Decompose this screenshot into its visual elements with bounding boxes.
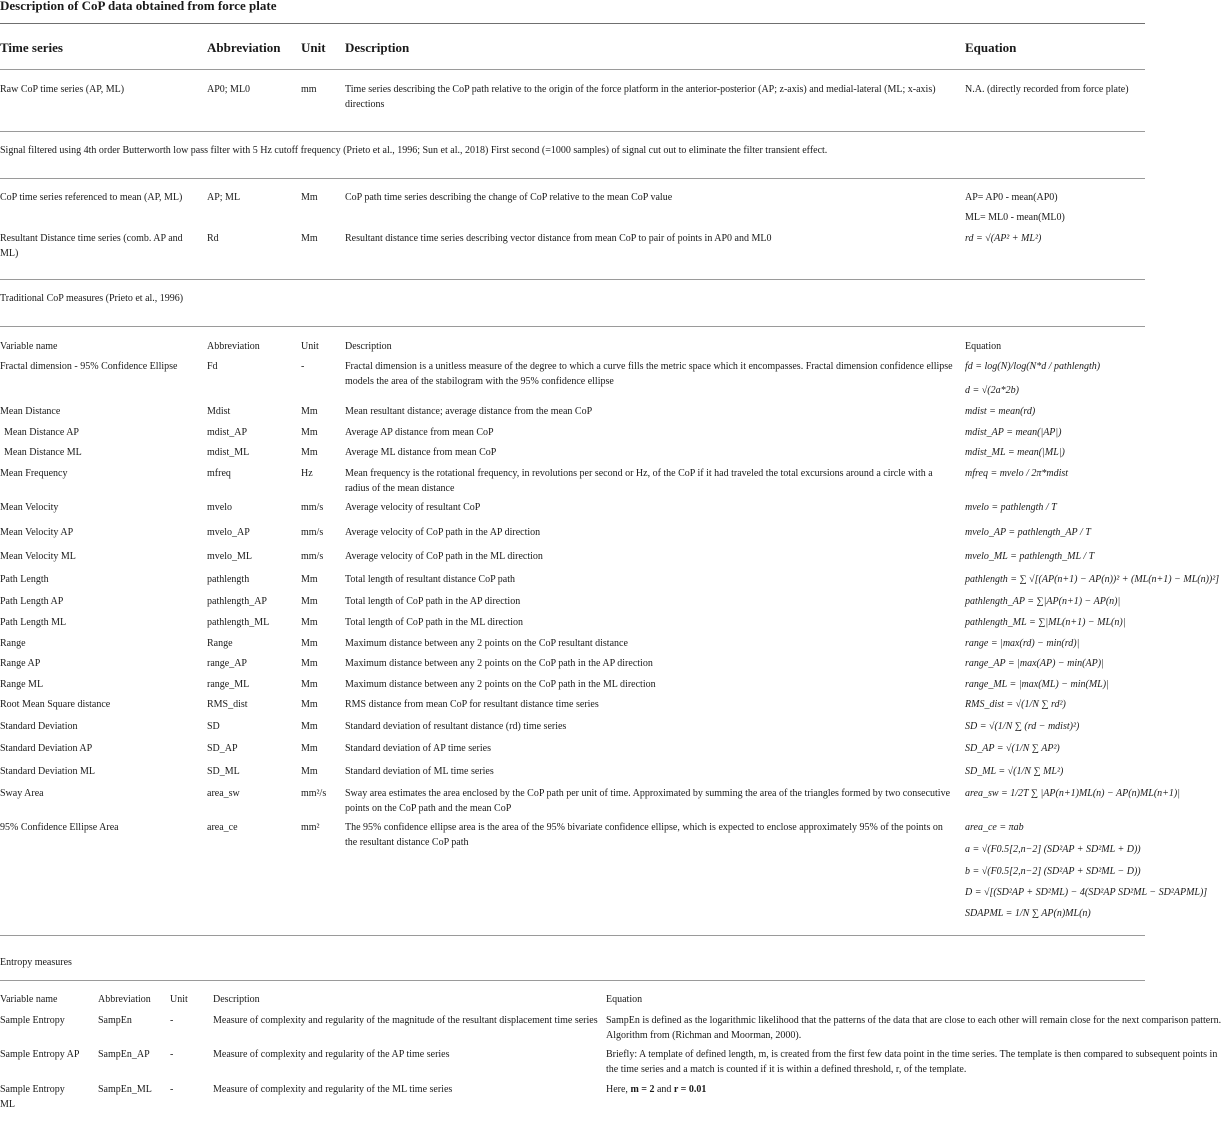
trad-abbr: range_AP — [207, 658, 247, 669]
divider — [0, 935, 1145, 936]
entropy-eq-and: and — [656, 1084, 672, 1095]
entropy-header-unit: Unit — [170, 994, 188, 1005]
trad-abbr: RMS_dist — [207, 699, 248, 710]
trad-desc: Average AP distance from mean CoP — [345, 427, 494, 438]
trad-eq: mvelo = pathlength / T — [965, 502, 1057, 513]
divider — [0, 980, 1145, 981]
trad-abbr: pathlength_AP — [207, 596, 267, 607]
trad-header-abbreviation: Abbreviation — [207, 341, 260, 352]
trad-desc: The 95% confidence ellipse area is the area of the 95% bivariate confidence ellipse, which is expected to enclose approximately 95% of the points on the resultant distance CoP path — [345, 822, 943, 848]
trad-abbr: mvelo_AP — [207, 527, 250, 538]
entropy-eq-prefix: Here, — [606, 1084, 628, 1095]
traditional-title: Traditional CoP measures (Prieto et al., 1996) — [0, 293, 184, 304]
entropy-name: Sample Entropy ML — [0, 1084, 65, 1110]
divider — [0, 178, 1145, 179]
filter-note: Signal filtered using 4th order Butterworth low pass filter with 5 Hz cutoff frequency (Prieto et al., 1996; Sun et al., 2018) First second (=1000 samples) of signal cut out to eliminate the filter transient effect. — [0, 145, 828, 156]
divider — [0, 23, 1145, 24]
trad-desc: Total length of CoP path in the AP direction — [345, 596, 521, 607]
trad-unit: Mm — [301, 638, 318, 649]
trad-name: Fractal dimension - 95% Confidence Ellipse — [0, 361, 178, 372]
trad-abbr: pathlength — [207, 574, 250, 585]
trad-unit: Mm — [301, 699, 318, 710]
trad-eq-2: d = √(2a*2b) — [965, 385, 1019, 396]
trad-name: Range — [0, 638, 26, 649]
trad-desc: Standard deviation of AP time series — [345, 743, 491, 754]
entropy-header-description: Description — [213, 994, 260, 1005]
trad-name: Range ML — [0, 679, 44, 690]
raw-name: Raw CoP time series (AP, ML) — [0, 84, 125, 95]
rd-eq: rd = √(AP² + ML²) — [965, 233, 1042, 244]
trad-name: Mean Distance — [0, 406, 61, 417]
entropy-eq: Briefly: A template of defined length, m, is created from the first few data point in the time series. The template is then compared to subsequent points in the time series and a match is counted if it is within a defined threshold, r, of the template. — [606, 1049, 1218, 1075]
trad-unit: Mm — [301, 766, 318, 777]
trad-abbr: SD_ML — [207, 766, 240, 777]
trad-eq: area_ce = πab — [965, 822, 1024, 833]
entropy-abbr: SampEn — [98, 1015, 132, 1026]
trad-eq-5: SDAPML = 1/N ∑ AP(n)ML(n) — [965, 908, 1091, 919]
entropy-eq-m: m = 2 — [630, 1084, 655, 1095]
rd-name: Resultant Distance time series (comb. AP and ML) — [0, 233, 183, 259]
trad-eq: mvelo_ML = pathlength_ML / T — [965, 551, 1095, 562]
raw-unit: mm — [301, 84, 317, 95]
raw-desc: Time series describing the CoP path relative to the origin of the force platform in the anterior-posterior (AP; z-axis) and medial-lateral (ML; x-axis) directions — [345, 84, 936, 110]
trad-desc: RMS distance from mean CoP for resultant distance time series — [345, 699, 599, 710]
ref-eq-ml: ML= ML0 - mean(ML0) — [965, 212, 1065, 223]
entropy-name: Sample Entropy AP — [0, 1049, 80, 1060]
trad-unit: Mm — [301, 596, 318, 607]
entropy-unit: - — [170, 1049, 174, 1060]
trad-abbr: area_ce — [207, 822, 238, 833]
entropy-unit: - — [170, 1015, 174, 1026]
trad-unit: Mm — [301, 447, 318, 458]
trad-eq: mfreq = mvelo / 2π*mdist — [965, 468, 1069, 479]
trad-eq: range = |max(rd) − min(rd)| — [965, 638, 1080, 649]
trad-unit: Mm — [301, 574, 318, 585]
trad-header-variable: Variable name — [0, 341, 58, 352]
header-unit: Unit — [301, 40, 326, 55]
header-time-series: Time series — [0, 40, 63, 55]
trad-name: Mean Velocity AP — [0, 527, 74, 538]
trad-abbr: SD — [207, 721, 220, 732]
trad-name: Mean Distance ML — [4, 447, 82, 458]
header-abbreviation: Abbreviation — [207, 40, 281, 55]
trad-desc: Standard deviation of ML time series — [345, 766, 494, 777]
entropy-unit: - — [170, 1084, 174, 1095]
trad-name: 95% Confidence Ellipse Area — [0, 822, 119, 833]
trad-header-unit: Unit — [301, 341, 319, 352]
trad-desc: Maximum distance between any 2 points on the CoP resultant distance — [345, 638, 628, 649]
trad-unit: mm²/s — [301, 788, 327, 799]
trad-name: Mean Velocity — [0, 502, 59, 513]
trad-name: Path Length ML — [0, 617, 67, 628]
raw-eq: N.A. (directly recorded from force plate) — [965, 84, 1129, 95]
trad-name: Standard Deviation — [0, 721, 78, 732]
entropy-title: Entropy measures — [0, 957, 72, 968]
divider — [0, 69, 1145, 70]
entropy-eq: SampEn is defined as the logarithmic likelihood that the patterns of the data that are close to each other will remain close for the next comparison pattern. Algorithm from (Richman and Moorman, 2000). — [606, 1015, 1222, 1041]
trad-unit: mm² — [301, 822, 320, 833]
ref-desc: CoP path time series describing the change of CoP relative to the mean CoP value — [345, 192, 673, 203]
trad-eq: range_ML = |max(ML) − min(ML)| — [965, 679, 1109, 690]
trad-header-equation: Equation — [965, 341, 1002, 352]
ref-name: CoP time series referenced to mean (AP, ML) — [0, 192, 183, 203]
trad-unit: Mm — [301, 658, 318, 669]
entropy-abbr: SampEn_AP — [98, 1049, 150, 1060]
entropy-header-equation: Equation — [606, 994, 643, 1005]
trad-unit: mm/s — [301, 527, 324, 538]
trad-abbr: range_ML — [207, 679, 250, 690]
trad-eq: SD = √(1/N ∑ (rd − mdist)²) — [965, 721, 1080, 732]
trad-abbr: Fd — [207, 361, 218, 372]
trad-unit: - — [301, 361, 305, 372]
entropy-header-abbreviation: Abbreviation — [98, 994, 151, 1005]
trad-eq: mdist_AP = mean(|AP|) — [965, 427, 1062, 438]
trad-desc: Mean frequency is the rotational frequency, in revolutions per second or Hz, of the CoP if it had traveled the total excursions around a circle with a radius of the mean distance — [345, 468, 933, 494]
trad-name: Path Length — [0, 574, 49, 585]
trad-eq: SD_AP = √(1/N ∑ AP²) — [965, 743, 1060, 754]
trad-name: Mean Velocity ML — [0, 551, 76, 562]
trad-name: Root Mean Square distance — [0, 699, 111, 710]
trad-abbr: pathlength_ML — [207, 617, 270, 628]
trad-desc: Sway area estimates the area enclosed by the CoP path per unit of time. Approximated by summing the area of the triangles formed by two consecutive points on the CoP path and the mean CoP — [345, 788, 951, 814]
trad-unit: Hz — [301, 468, 313, 479]
entropy-header-variable: Variable name — [0, 994, 58, 1005]
trad-name: Path Length AP — [0, 596, 64, 607]
trad-abbr: mdist_ML — [207, 447, 250, 458]
trad-eq: mdist_ML = mean(|ML|) — [965, 447, 1065, 458]
trad-abbr: mfreq — [207, 468, 231, 479]
trad-desc: Average ML distance from mean CoP — [345, 447, 497, 458]
trad-name: Range AP — [0, 658, 41, 669]
trad-abbr: Mdist — [207, 406, 231, 417]
rd-desc: Resultant distance time series describing vector distance from mean CoP to pair of points in AP0 and ML0 — [345, 233, 772, 244]
entropy-name: Sample Entropy — [0, 1015, 65, 1026]
trad-eq: fd = log(N)/log(N*d / pathlength) — [965, 361, 1101, 372]
trad-unit: Mm — [301, 617, 318, 628]
entropy-abbr: SampEn_ML — [98, 1084, 152, 1095]
trad-name: Sway Area — [0, 788, 44, 799]
trad-eq: pathlength = ∑ √[(AP(n+1) − AP(n))² + (ML(n+1) − ML(n))²] — [965, 574, 1220, 585]
trad-desc: Maximum distance between any 2 points on the CoP path in the AP direction — [345, 658, 653, 669]
raw-abbr: AP0; ML0 — [207, 84, 251, 95]
entropy-eq — [606, 1083, 706, 1098]
trad-eq: SD_ML = √(1/N ∑ ML²) — [965, 766, 1064, 777]
trad-desc: Fractal dimension is a unitless measure of the degree to which a curve fills the metric space which it encompasses. Fractal dimension confidence ellipse models the area of the stabilogram with the 95% confidence ellipse — [345, 361, 953, 387]
trad-unit: Mm — [301, 427, 318, 438]
trad-header-description: Description — [345, 341, 392, 352]
trad-unit: mm/s — [301, 551, 324, 562]
rd-unit: Mm — [301, 233, 318, 244]
divider — [0, 131, 1145, 132]
trad-eq: pathlength_ML = ∑|ML(n+1) − ML(n)| — [965, 617, 1126, 628]
trad-desc: Mean resultant distance; average distance from the mean CoP — [345, 406, 593, 417]
trad-desc: Total length of resultant distance CoP path — [345, 574, 516, 585]
trad-unit: mm/s — [301, 502, 324, 513]
trad-desc: Standard deviation of resultant distance (rd) time series — [345, 721, 567, 732]
trad-eq-2: a = √(F0.5[2,n−2] (SD²AP + SD²ML + D)) — [965, 844, 1141, 855]
rd-abbr: Rd — [207, 233, 219, 244]
header-equation: Equation — [965, 40, 1017, 55]
entropy-desc: Measure of complexity and regularity of the AP time series — [213, 1049, 450, 1060]
trad-desc: Total length of CoP path in the ML direction — [345, 617, 523, 628]
table-title: Description of CoP data obtained from force plate — [0, 0, 277, 13]
trad-unit: Mm — [301, 721, 318, 732]
trad-eq: area_sw = 1/2T ∑ |AP(n+1)ML(n) − AP(n)ML(n+1)| — [965, 788, 1180, 799]
entropy-eq-r: r = 0.01 — [673, 1084, 707, 1095]
trad-eq: range_AP = |max(AP) − min(AP)| — [965, 658, 1104, 669]
trad-eq-4: D = √[(SD²AP + SD²ML) − 4(SD²AP SD²ML − SD²APML)] — [965, 887, 1208, 898]
trad-unit: Mm — [301, 406, 318, 417]
trad-abbr: mvelo_ML — [207, 551, 252, 562]
trad-eq-3: b = √(F0.5[2,n−2] (SD²AP + SD²ML − D)) — [965, 866, 1141, 877]
trad-name: Standard Deviation AP — [0, 743, 93, 754]
ref-abbr: AP; ML — [207, 192, 241, 203]
trad-name: Mean Distance AP — [4, 427, 79, 438]
ref-eq-ap: AP= AP0 - mean(AP0) — [965, 192, 1058, 203]
divider — [0, 279, 1145, 280]
entropy-desc: Measure of complexity and regularity of the ML time series — [213, 1084, 453, 1095]
trad-abbr: mdist_AP — [207, 427, 248, 438]
trad-desc: Maximum distance between any 2 points on the CoP path in the ML direction — [345, 679, 656, 690]
trad-desc: Average velocity of CoP path in the AP direction — [345, 527, 541, 538]
trad-eq: RMS_dist = √(1/N ∑ rd²) — [965, 699, 1066, 710]
trad-name: Standard Deviation ML — [0, 766, 95, 777]
trad-desc: Average velocity of CoP path in the ML direction — [345, 551, 543, 562]
trad-abbr: SD_AP — [207, 743, 238, 754]
trad-unit: Mm — [301, 743, 318, 754]
header-description: Description — [345, 40, 410, 55]
trad-eq: mvelo_AP = pathlength_AP / T — [965, 527, 1091, 538]
trad-eq: pathlength_AP = ∑|AP(n+1) − AP(n)| — [965, 596, 1121, 607]
trad-abbr: mvelo — [207, 502, 232, 513]
trad-desc: Average velocity of resultant CoP — [345, 502, 481, 513]
trad-eq: mdist = mean(rd) — [965, 406, 1036, 417]
trad-abbr: Range — [207, 638, 233, 649]
entropy-desc: Measure of complexity and regularity of the magnitude of the resultant displacement time series — [213, 1015, 598, 1026]
trad-unit: Mm — [301, 679, 318, 690]
ref-unit: Mm — [301, 192, 318, 203]
trad-name: Mean Frequency — [0, 468, 68, 479]
trad-abbr: area_sw — [207, 788, 240, 799]
divider — [0, 326, 1145, 327]
